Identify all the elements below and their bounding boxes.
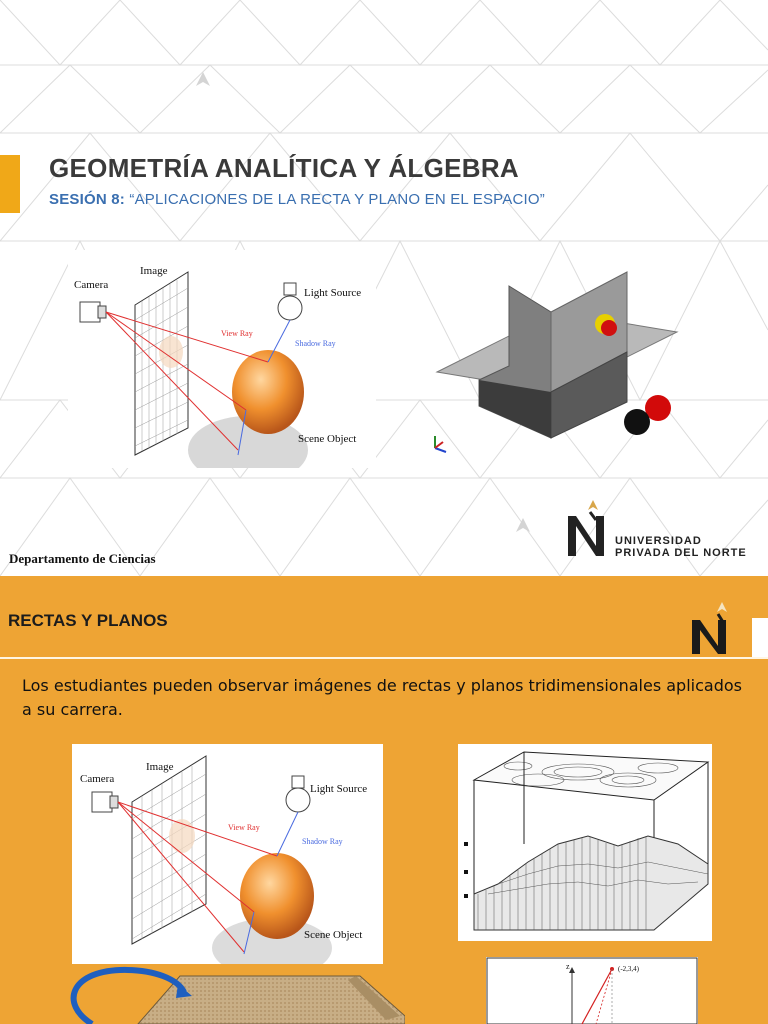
university-line-1: UNIVERSIDAD: [615, 535, 702, 547]
university-name: [615, 535, 747, 559]
point-label: (-2,3,4): [618, 965, 639, 973]
view-ray-label: View Ray: [221, 329, 253, 338]
view-ray-label-2: View Ray: [228, 823, 260, 832]
section-divider: [0, 657, 768, 659]
light-source-label: Light Source: [304, 287, 362, 299]
university-line-2: PRIVADA DEL NORTE: [615, 547, 747, 559]
light-source-label-2: Light Source: [310, 783, 368, 795]
3d-surface-contour-image: [458, 744, 712, 941]
image-label-2: Image: [146, 761, 174, 773]
raytracing-diagram-image: [68, 250, 376, 468]
house-roof-image: [60, 966, 405, 1024]
3d-point-graph-image: [486, 957, 698, 1024]
camera-label-2: Camera: [80, 773, 115, 785]
image-label: Image: [140, 265, 168, 277]
department-label: Departamento de Ciencias: [9, 551, 156, 566]
intersecting-planes-image: [417, 252, 687, 466]
scene-object-label: Scene Object: [298, 433, 357, 445]
slide-2: [0, 576, 768, 1024]
white-tab-marker: [752, 618, 768, 658]
camera-label: Camera: [74, 279, 109, 291]
shadow-ray-label: Shadow Ray: [295, 339, 336, 348]
z-axis-label: z: [566, 962, 570, 971]
session-subtitle: [49, 191, 545, 208]
scene-object-label-2: Scene Object: [304, 929, 363, 941]
upn-logo-small-icon: [688, 600, 736, 656]
intro-paragraph: Los estudiantes pueden observar imágenes de rectas y planos tridimensionales aplicados a su carrera.: [22, 676, 742, 719]
title-accent-bar: [0, 155, 20, 213]
section-title: RECTAS Y PLANOS: [8, 611, 168, 630]
page-title: GEOMETRÍA ANALÍTICA Y ÁLGEBRA: [49, 153, 519, 183]
raytracing-diagram-image-2: [72, 744, 383, 964]
shadow-ray-label-2: Shadow Ray: [302, 837, 343, 846]
session-label: SESIÓN 8:: [49, 191, 125, 208]
session-topic: “APLICACIONES DE LA RECTA Y PLANO EN EL ESPACIO”: [129, 191, 545, 208]
upn-logo-icon: [560, 498, 616, 558]
